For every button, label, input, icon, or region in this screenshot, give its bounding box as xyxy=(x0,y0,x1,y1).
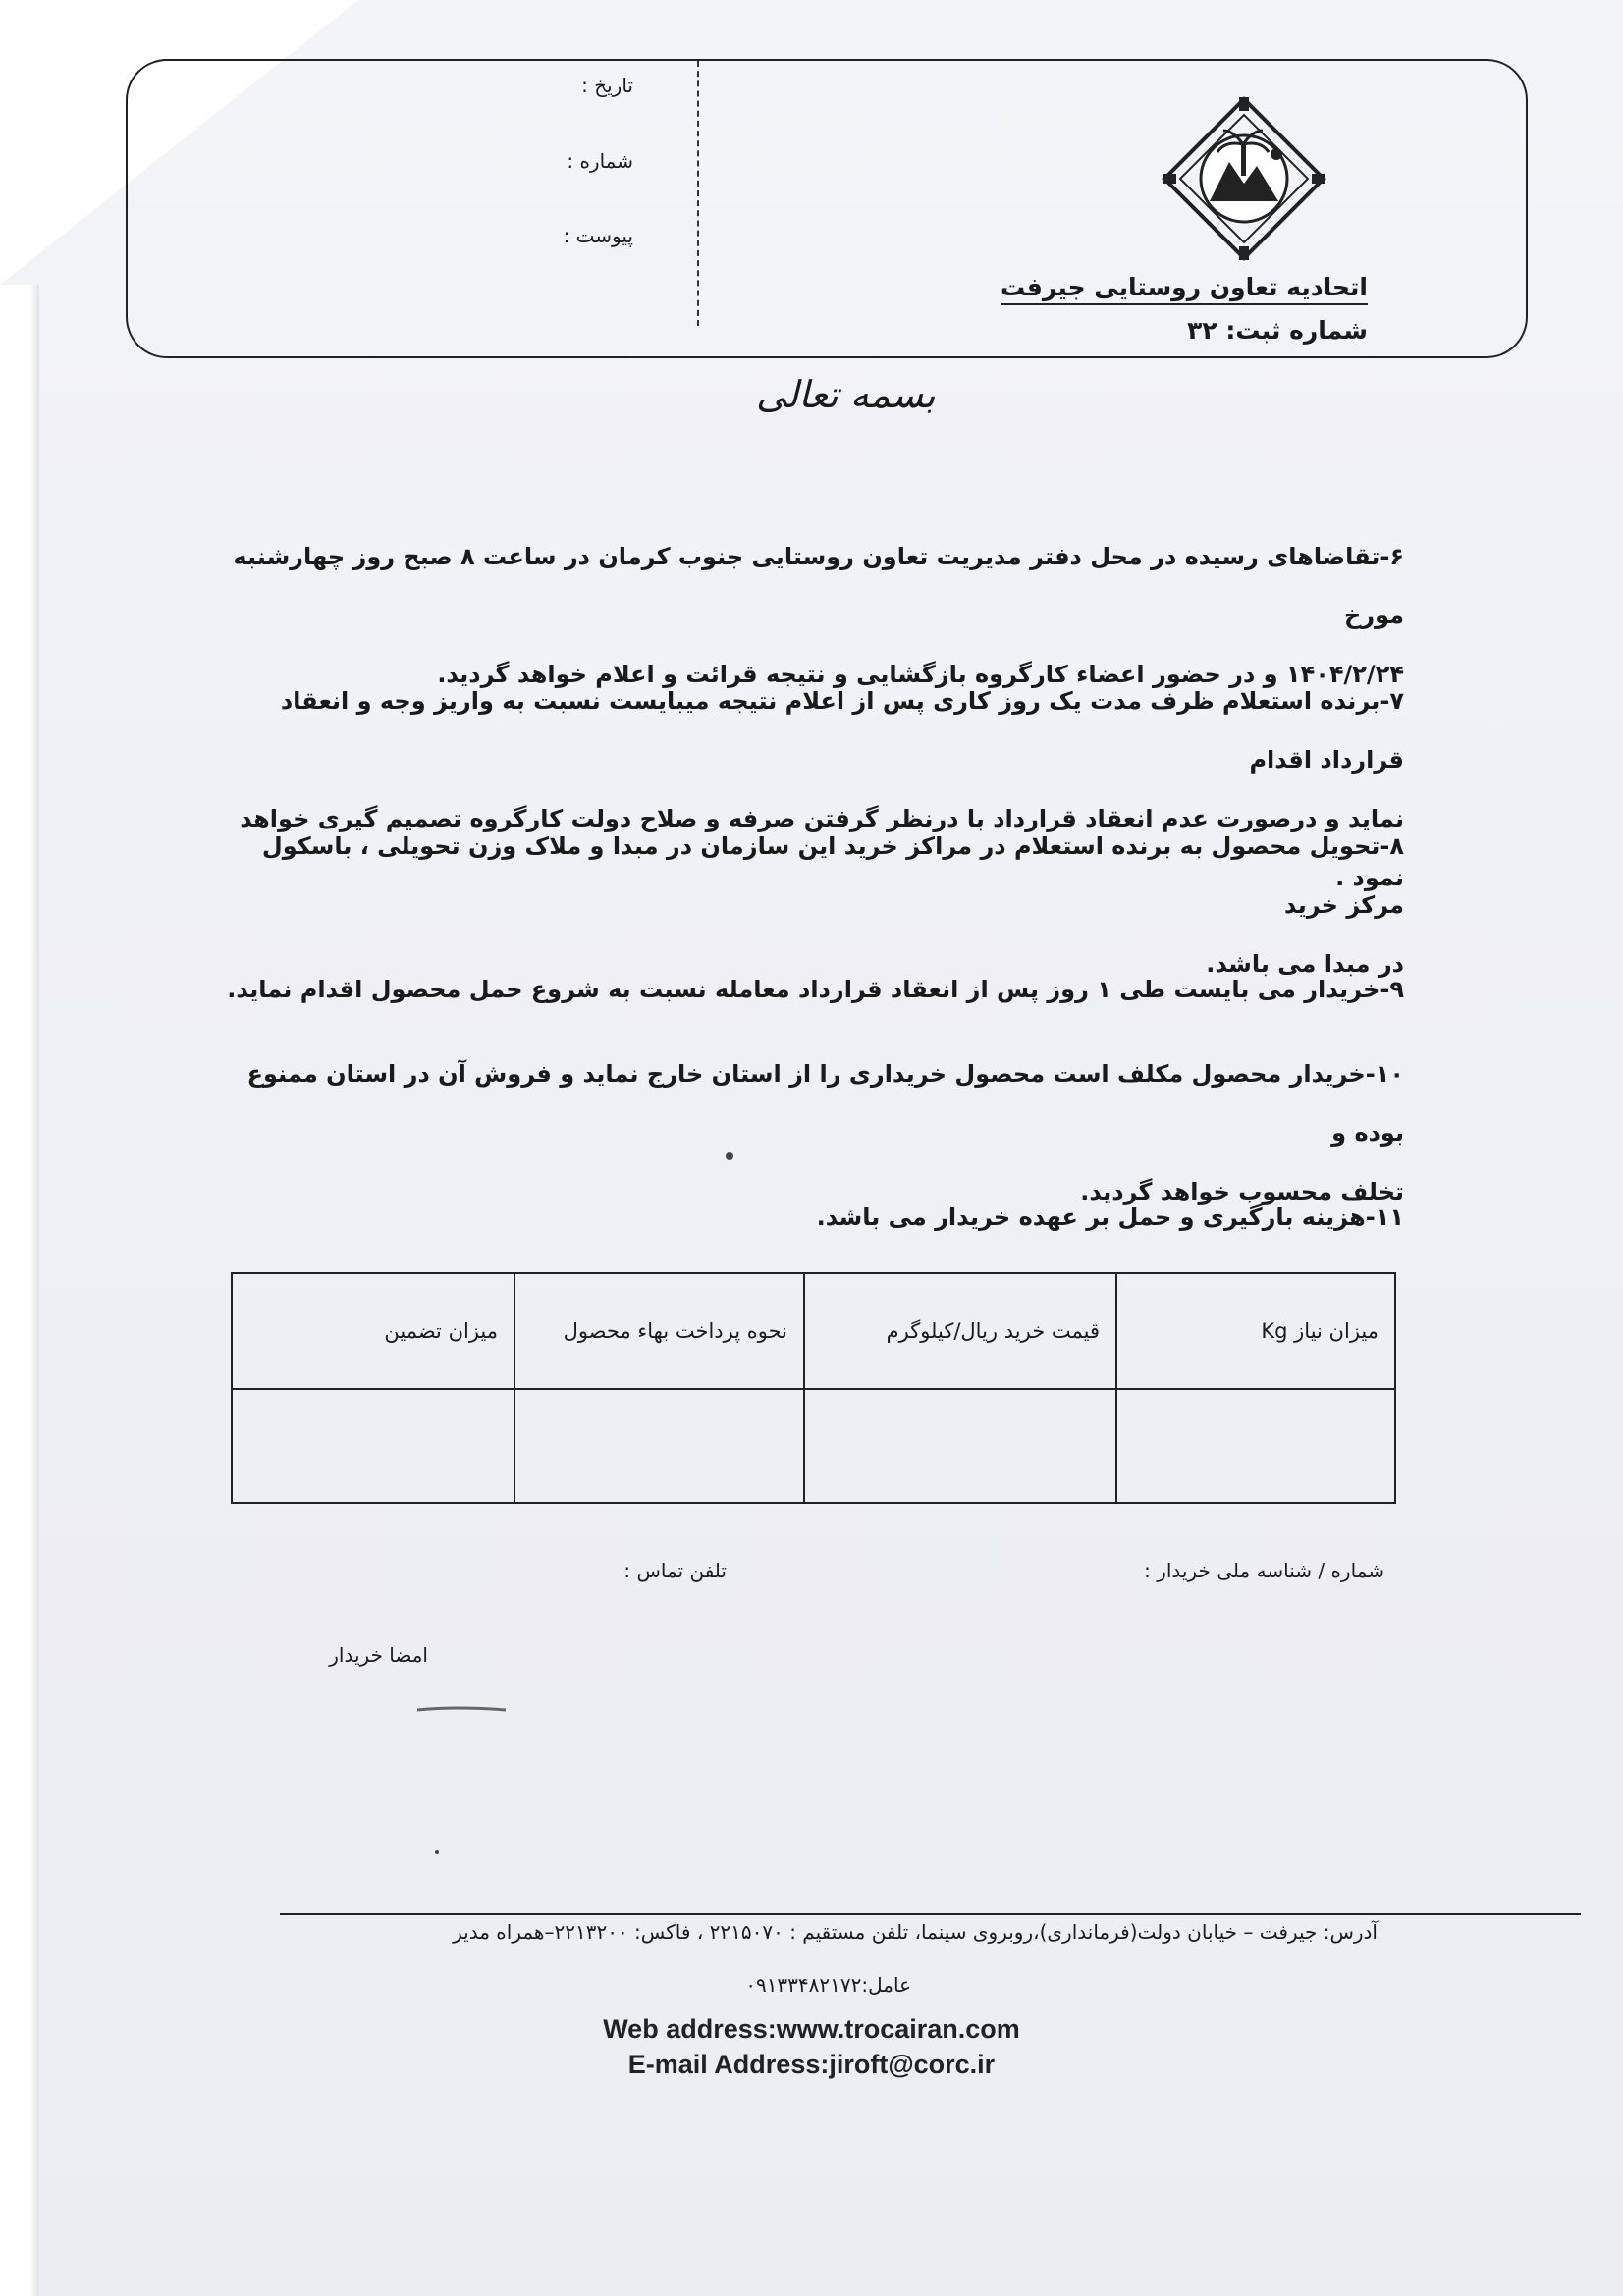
footer-address: آدرس: جیرفت – خیابان دولت(فرمانداری)،روبروی سینما، تلفن مستقیم : ۲۲۱۵۰۷۰ ، فاکس: ۲۲۱۳۲۰۰–همراه مدیر xyxy=(453,1920,1378,1944)
clause-11 xyxy=(226,1188,1404,1247)
cell-required-amount[interactable] xyxy=(1116,1389,1395,1503)
footer-email-address: E-mail Address:jiroft@corc.ir xyxy=(627,2050,996,2079)
letterhead-divider xyxy=(697,61,699,326)
purchase-table xyxy=(231,1272,1396,1504)
table-header-row xyxy=(232,1273,1395,1389)
clause-line: ۸-تحویل محصول به برنده استعلام در مراکز خرید این سازمان در مبدا و ملاک وزن تحویلی ، باسکول مرکز خرید xyxy=(261,832,1404,919)
cooperative-logo-icon xyxy=(1159,93,1330,265)
footer-agent-phone: عامل:۰۹۱۳۳۴۸۲۱۷۲ xyxy=(745,1973,911,1997)
registration-number: شماره ثبت: ۳۲ xyxy=(1187,316,1368,345)
cell-purchase-price[interactable] xyxy=(804,1389,1116,1503)
header-payment-method: نحوه پرداخت بهاء محصول xyxy=(514,1273,804,1389)
header-guarantee-amount: میزان تضمین xyxy=(232,1273,514,1389)
clause-9 xyxy=(226,960,1404,1019)
number-label: شماره : xyxy=(567,149,633,173)
organization-name: اتحادیه تعاون روستایی جیرفت xyxy=(1001,273,1368,305)
cell-payment-method[interactable] xyxy=(514,1389,804,1503)
clause-line: تخلف محسوب خواهد گردید. xyxy=(1080,1178,1404,1205)
footer-divider xyxy=(280,1913,1581,1915)
clause-line: ۱۴۰۴/۲/۲۴ و در حضور اعضاء کارگروه بازگشایی و نتیجه قرائت و اعلام خواهد گردید. xyxy=(437,661,1404,688)
buyer-id-label: شماره / شناسه ملی خریدار : xyxy=(1144,1559,1384,1582)
signature-label: امضا خریدار xyxy=(329,1643,428,1667)
clause-line: نماید و درصورت عدم انعقاد قرارداد با درنظر گرفتن صرفه و صلاح دولت کارگروه تصمیم گیری خواهد نمود . xyxy=(240,805,1404,891)
scan-speck xyxy=(435,1850,439,1854)
clause-line: ۶-تقاضاهای رسیده در محل دفتر مدیریت تعاون روستایی جنوب کرمان در ساعت ۸ صبح روز چهارشنبه مورخ xyxy=(233,543,1404,629)
table-row xyxy=(232,1389,1395,1503)
header-required-amount: میزان نیاز Kg xyxy=(1116,1273,1395,1389)
page-edge xyxy=(0,285,39,2296)
date-label: تاریخ : xyxy=(581,74,633,97)
clause-line: ۹-خریدار می بایست طی ۱ روز پس از انعقاد قرارداد معامله نسبت به شروع حمل محصول اقدام نماید. xyxy=(227,976,1404,1003)
clause-line: ۷-برنده استعلام ظرف مدت یک روز کاری پس از اعلام نتیجه میبایست نسبت به واریز وجه و انعقاد قرارداد اقدام xyxy=(280,687,1404,774)
signature-mark-icon xyxy=(417,1706,506,1712)
cell-guarantee-amount[interactable] xyxy=(232,1389,514,1503)
scan-speck xyxy=(726,1152,733,1160)
attachment-label: پیوست : xyxy=(563,224,633,247)
clause-line: در مبدا می باشد. xyxy=(1206,950,1404,978)
footer-web-address: Web address:www.trocairan.com xyxy=(603,2014,1020,2044)
clause-line: ۱۰-خریدار محصول مکلف است محصول خریداری را از استان خارج نماید و فروش آن در استان ممنوع بوده و xyxy=(246,1060,1404,1147)
header-purchase-price: قیمت خرید ریال/کیلوگرم xyxy=(804,1273,1116,1389)
phone-label: تلفن تماس : xyxy=(623,1559,727,1582)
bismillah-heading: بسمه تعالی xyxy=(756,373,936,416)
clause-line: ۱۱-هزینه بارگیری و حمل بر عهده خریدار می باشد. xyxy=(816,1203,1404,1231)
